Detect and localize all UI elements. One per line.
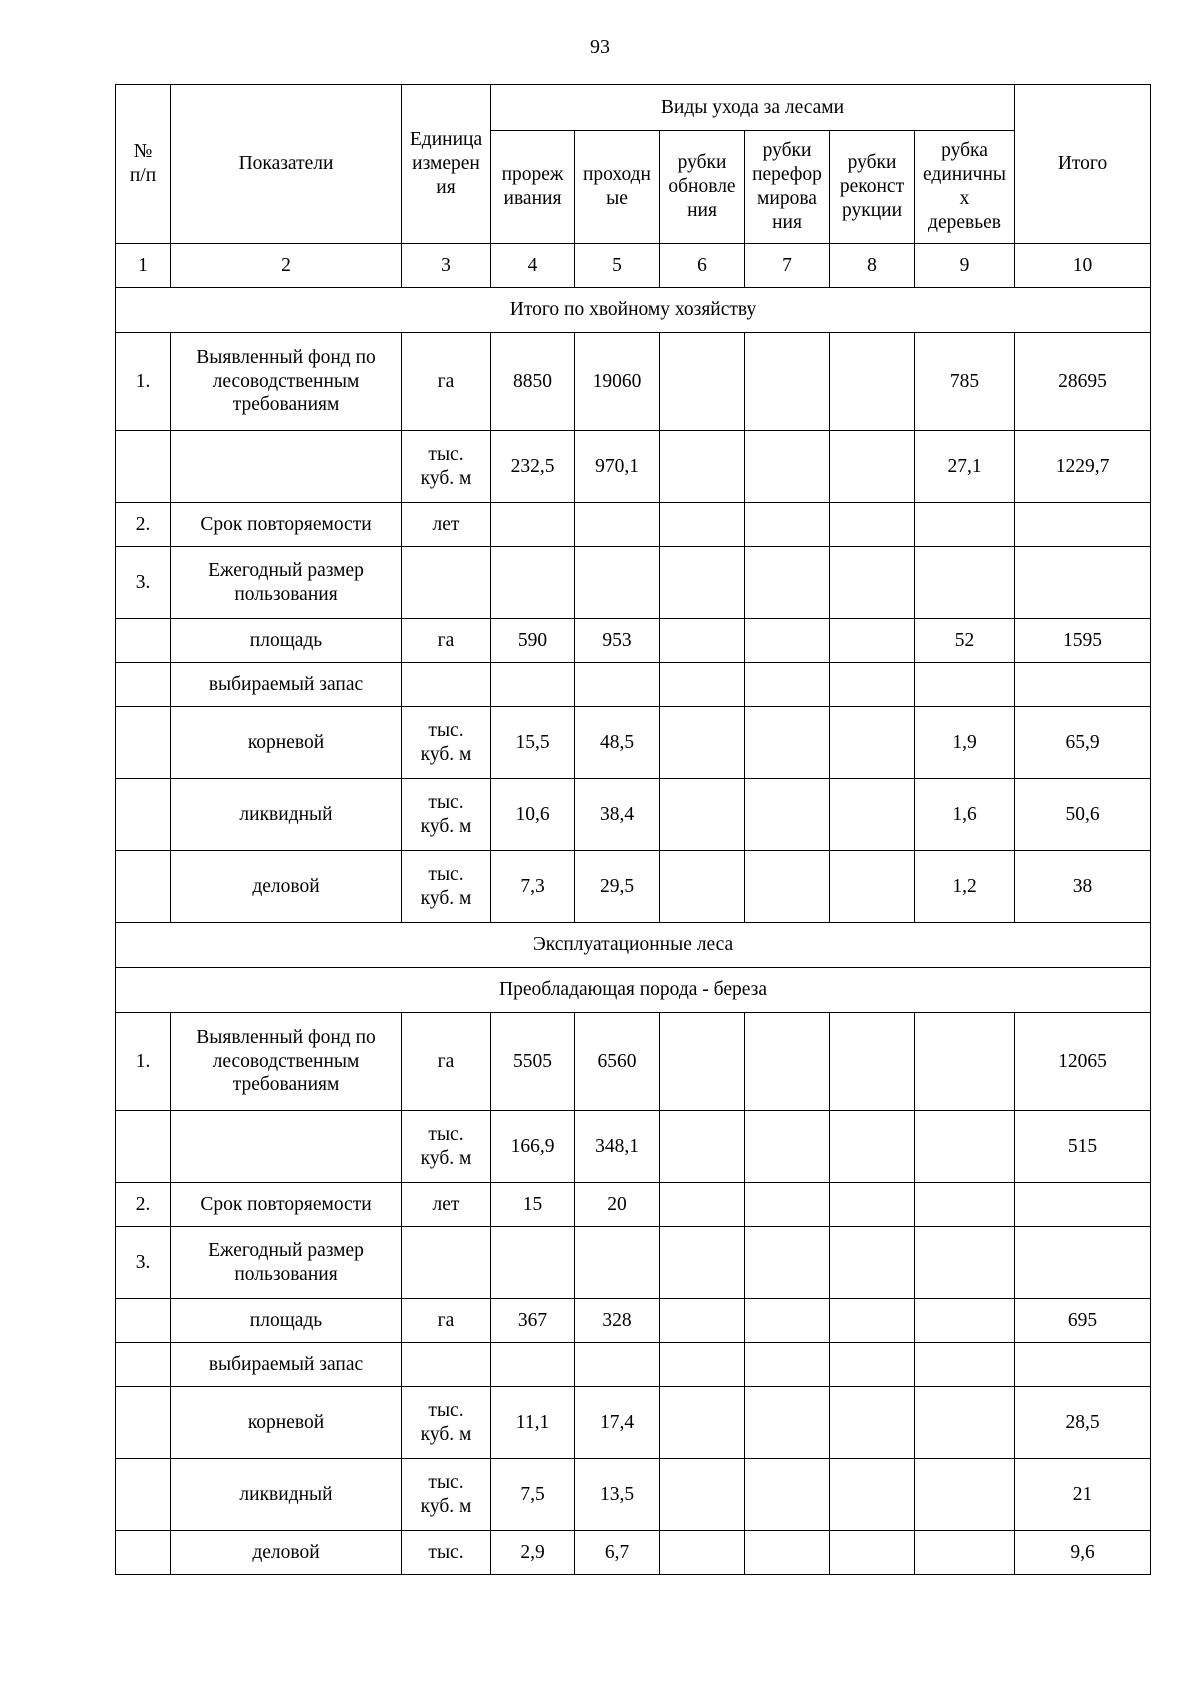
row-indicator: площадь bbox=[171, 619, 402, 663]
section-row bbox=[116, 923, 1151, 968]
row-value bbox=[575, 1227, 660, 1299]
row-value: 8850 bbox=[491, 333, 575, 431]
row-value bbox=[491, 663, 575, 707]
row-value bbox=[915, 1459, 1015, 1531]
row-value: 20 bbox=[575, 1183, 660, 1227]
row-value bbox=[660, 707, 745, 779]
row-value: 7,5 bbox=[491, 1459, 575, 1531]
table-row bbox=[116, 1531, 1151, 1575]
row-value bbox=[830, 1531, 915, 1575]
row-unit: тыс. куб. м bbox=[402, 1111, 491, 1183]
row-unit: тыс. куб. м bbox=[402, 1459, 491, 1531]
row-total bbox=[1015, 1227, 1151, 1299]
row-total: 1595 bbox=[1015, 619, 1151, 663]
row-total bbox=[1015, 547, 1151, 619]
row-indicator: ликвидный bbox=[171, 779, 402, 851]
row-value: 13,5 bbox=[575, 1459, 660, 1531]
row-number bbox=[116, 1111, 171, 1183]
row-value bbox=[660, 1111, 745, 1183]
row-value bbox=[915, 1299, 1015, 1343]
row-value: 232,5 bbox=[491, 431, 575, 503]
row-value bbox=[915, 1531, 1015, 1575]
row-unit: га bbox=[402, 1013, 491, 1111]
row-value: 166,9 bbox=[491, 1111, 575, 1183]
row-number bbox=[116, 1387, 171, 1459]
column-number: 2 bbox=[171, 244, 402, 288]
row-value bbox=[830, 503, 915, 547]
row-number: 3. bbox=[116, 1227, 171, 1299]
row-indicator: выбираемый запас bbox=[171, 1343, 402, 1387]
row-indicator: Срок повторяемости bbox=[171, 1183, 402, 1227]
table-row bbox=[116, 431, 1151, 503]
header-care-type: прореж ивания bbox=[491, 131, 575, 244]
row-value bbox=[491, 1227, 575, 1299]
row-unit: га bbox=[402, 333, 491, 431]
row-indicator: ликвидный bbox=[171, 1459, 402, 1531]
table-body bbox=[116, 288, 1151, 1575]
row-indicator: корневой bbox=[171, 1387, 402, 1459]
row-number bbox=[116, 1343, 171, 1387]
row-value bbox=[830, 663, 915, 707]
row-value bbox=[745, 1013, 830, 1111]
row-number bbox=[116, 1459, 171, 1531]
row-value bbox=[745, 1343, 830, 1387]
row-value bbox=[660, 1531, 745, 1575]
column-number: 8 bbox=[830, 244, 915, 288]
row-indicator: Выявленный фонд по лесоводственным требованиям bbox=[171, 1013, 402, 1111]
row-value bbox=[830, 431, 915, 503]
row-number bbox=[116, 663, 171, 707]
row-value bbox=[830, 547, 915, 619]
row-indicator: деловой bbox=[171, 1531, 402, 1575]
row-total bbox=[1015, 663, 1151, 707]
table-row bbox=[116, 851, 1151, 923]
row-number bbox=[116, 707, 171, 779]
row-total: 12065 bbox=[1015, 1013, 1151, 1111]
row-unit bbox=[402, 547, 491, 619]
table-row bbox=[116, 333, 1151, 431]
header-care-type: рубки перефор мирова ния bbox=[745, 131, 830, 244]
row-indicator bbox=[171, 431, 402, 503]
row-value: 1,2 bbox=[915, 851, 1015, 923]
row-value bbox=[660, 333, 745, 431]
row-value bbox=[830, 1387, 915, 1459]
row-value bbox=[575, 663, 660, 707]
row-value bbox=[660, 503, 745, 547]
row-total: 9,6 bbox=[1015, 1531, 1151, 1575]
row-value bbox=[830, 1013, 915, 1111]
row-value bbox=[660, 1387, 745, 1459]
row-value: 785 bbox=[915, 333, 1015, 431]
column-number: 6 bbox=[660, 244, 745, 288]
row-total: 695 bbox=[1015, 1299, 1151, 1343]
row-value bbox=[745, 663, 830, 707]
row-value bbox=[745, 1531, 830, 1575]
row-value bbox=[745, 547, 830, 619]
row-value bbox=[660, 1227, 745, 1299]
row-value bbox=[745, 1299, 830, 1343]
row-value bbox=[915, 503, 1015, 547]
row-value: 1,9 bbox=[915, 707, 1015, 779]
row-value: 953 bbox=[575, 619, 660, 663]
header-care-type: рубки реконст рукции bbox=[830, 131, 915, 244]
row-value bbox=[491, 547, 575, 619]
row-value bbox=[575, 547, 660, 619]
row-value bbox=[745, 503, 830, 547]
row-total: 21 bbox=[1015, 1459, 1151, 1531]
row-value: 10,6 bbox=[491, 779, 575, 851]
row-value: 7,3 bbox=[491, 851, 575, 923]
section-title: Преобладающая порода - береза bbox=[116, 968, 1151, 1013]
row-total: 1229,7 bbox=[1015, 431, 1151, 503]
row-value bbox=[745, 1387, 830, 1459]
table-row bbox=[116, 547, 1151, 619]
row-unit: тыс. куб. м bbox=[402, 779, 491, 851]
row-value bbox=[915, 1343, 1015, 1387]
row-unit: тыс. куб. м bbox=[402, 851, 491, 923]
row-number bbox=[116, 851, 171, 923]
table-row bbox=[116, 1227, 1151, 1299]
row-value bbox=[830, 1459, 915, 1531]
row-unit: тыс. куб. м bbox=[402, 431, 491, 503]
row-value bbox=[915, 1111, 1015, 1183]
row-value: 348,1 bbox=[575, 1111, 660, 1183]
row-indicator: выбираемый запас bbox=[171, 663, 402, 707]
row-number bbox=[116, 1531, 171, 1575]
header-care-type: проходн ые bbox=[575, 131, 660, 244]
row-value bbox=[830, 1111, 915, 1183]
row-number bbox=[116, 1299, 171, 1343]
row-number bbox=[116, 779, 171, 851]
row-value bbox=[660, 779, 745, 851]
table-row bbox=[116, 1013, 1151, 1111]
column-number: 3 bbox=[402, 244, 491, 288]
row-total bbox=[1015, 503, 1151, 547]
row-value: 11,1 bbox=[491, 1387, 575, 1459]
column-number: 5 bbox=[575, 244, 660, 288]
row-value bbox=[830, 707, 915, 779]
column-number: 1 bbox=[116, 244, 171, 288]
header-indicator: Показатели bbox=[171, 85, 402, 244]
row-value: 38,4 bbox=[575, 779, 660, 851]
row-total bbox=[1015, 1343, 1151, 1387]
table-row bbox=[116, 1459, 1151, 1531]
row-value bbox=[660, 663, 745, 707]
row-value bbox=[660, 1299, 745, 1343]
row-value bbox=[915, 663, 1015, 707]
table-row bbox=[116, 1183, 1151, 1227]
row-value: 5505 bbox=[491, 1013, 575, 1111]
column-number: 4 bbox=[491, 244, 575, 288]
row-value bbox=[660, 547, 745, 619]
row-total: 515 bbox=[1015, 1111, 1151, 1183]
row-value bbox=[660, 1459, 745, 1531]
row-value bbox=[830, 1299, 915, 1343]
row-total: 28695 bbox=[1015, 333, 1151, 431]
row-value: 15 bbox=[491, 1183, 575, 1227]
row-indicator: Ежегодный размер пользования bbox=[171, 1227, 402, 1299]
row-number: 2. bbox=[116, 1183, 171, 1227]
row-value bbox=[575, 503, 660, 547]
row-value: 27,1 bbox=[915, 431, 1015, 503]
row-value: 328 bbox=[575, 1299, 660, 1343]
row-unit: га bbox=[402, 1299, 491, 1343]
row-value: 29,5 bbox=[575, 851, 660, 923]
row-number: 2. bbox=[116, 503, 171, 547]
row-value bbox=[491, 1343, 575, 1387]
row-total: 65,9 bbox=[1015, 707, 1151, 779]
row-value bbox=[660, 1013, 745, 1111]
row-value bbox=[745, 431, 830, 503]
row-value bbox=[745, 851, 830, 923]
row-value bbox=[830, 851, 915, 923]
row-value bbox=[745, 779, 830, 851]
row-indicator bbox=[171, 1111, 402, 1183]
row-value bbox=[915, 1227, 1015, 1299]
row-number: 1. bbox=[116, 1013, 171, 1111]
row-value bbox=[660, 851, 745, 923]
header-unit: Единица измерен ия bbox=[402, 85, 491, 244]
row-value bbox=[745, 1459, 830, 1531]
table-row bbox=[116, 1299, 1151, 1343]
row-number bbox=[116, 431, 171, 503]
row-value bbox=[830, 779, 915, 851]
row-number: 1. bbox=[116, 333, 171, 431]
row-value bbox=[745, 333, 830, 431]
row-value: 2,9 bbox=[491, 1531, 575, 1575]
header-care-type: рубка единичны х деревьев bbox=[915, 131, 1015, 244]
row-total: 50,6 bbox=[1015, 779, 1151, 851]
column-number: 9 bbox=[915, 244, 1015, 288]
row-value bbox=[745, 1183, 830, 1227]
row-value bbox=[830, 333, 915, 431]
row-value: 6560 bbox=[575, 1013, 660, 1111]
row-number bbox=[116, 619, 171, 663]
row-value: 15,5 bbox=[491, 707, 575, 779]
section-title: Итого по хвойному хозяйству bbox=[116, 288, 1151, 333]
row-value bbox=[915, 1183, 1015, 1227]
row-value bbox=[575, 1343, 660, 1387]
table-row bbox=[116, 779, 1151, 851]
table-row bbox=[116, 503, 1151, 547]
row-value bbox=[745, 619, 830, 663]
row-indicator: площадь bbox=[171, 1299, 402, 1343]
row-unit bbox=[402, 1227, 491, 1299]
row-unit: лет bbox=[402, 1183, 491, 1227]
table-row bbox=[116, 619, 1151, 663]
row-value bbox=[830, 1183, 915, 1227]
row-value bbox=[745, 1111, 830, 1183]
row-value bbox=[660, 1183, 745, 1227]
row-value bbox=[745, 1227, 830, 1299]
row-indicator: корневой bbox=[171, 707, 402, 779]
row-value: 19060 bbox=[575, 333, 660, 431]
table-row bbox=[116, 1111, 1151, 1183]
row-unit: лет bbox=[402, 503, 491, 547]
row-indicator: Ежегодный размер пользования bbox=[171, 547, 402, 619]
section-row bbox=[116, 968, 1151, 1013]
row-value: 52 bbox=[915, 619, 1015, 663]
page-number: 93 bbox=[590, 36, 610, 58]
row-value: 6,7 bbox=[575, 1531, 660, 1575]
row-value bbox=[745, 707, 830, 779]
header-care-types-group: Виды ухода за лесами bbox=[491, 85, 1015, 131]
table-row bbox=[116, 1343, 1151, 1387]
row-total: 38 bbox=[1015, 851, 1151, 923]
table-header bbox=[116, 85, 1151, 288]
row-indicator: деловой bbox=[171, 851, 402, 923]
row-value bbox=[491, 503, 575, 547]
header-total: Итого bbox=[1015, 85, 1151, 244]
row-value: 48,5 bbox=[575, 707, 660, 779]
column-number: 7 bbox=[745, 244, 830, 288]
row-unit: тыс. bbox=[402, 1531, 491, 1575]
row-unit: га bbox=[402, 619, 491, 663]
column-number: 10 bbox=[1015, 244, 1151, 288]
header-num: № п/п bbox=[116, 85, 171, 244]
table-row bbox=[116, 707, 1151, 779]
forest-care-table bbox=[115, 84, 1151, 1575]
header-care-type: рубки обновле ния bbox=[660, 131, 745, 244]
section-title: Эксплуатационные леса bbox=[116, 923, 1151, 968]
row-value: 17,4 bbox=[575, 1387, 660, 1459]
table-row bbox=[116, 663, 1151, 707]
row-total bbox=[1015, 1183, 1151, 1227]
row-indicator: Срок повторяемости bbox=[171, 503, 402, 547]
row-unit: тыс. куб. м bbox=[402, 1387, 491, 1459]
row-value bbox=[915, 547, 1015, 619]
row-value bbox=[830, 1343, 915, 1387]
row-number: 3. bbox=[116, 547, 171, 619]
row-value: 1,6 bbox=[915, 779, 1015, 851]
row-unit bbox=[402, 1343, 491, 1387]
row-value bbox=[660, 1343, 745, 1387]
row-value bbox=[660, 431, 745, 503]
table-row bbox=[116, 1387, 1151, 1459]
row-value bbox=[830, 619, 915, 663]
row-total: 28,5 bbox=[1015, 1387, 1151, 1459]
row-unit bbox=[402, 663, 491, 707]
row-value: 590 bbox=[491, 619, 575, 663]
row-value bbox=[915, 1387, 1015, 1459]
row-value: 367 bbox=[491, 1299, 575, 1343]
row-value: 970,1 bbox=[575, 431, 660, 503]
row-indicator: Выявленный фонд по лесоводственным требованиям bbox=[171, 333, 402, 431]
row-value bbox=[830, 1227, 915, 1299]
section-row bbox=[116, 288, 1151, 333]
row-unit: тыс. куб. м bbox=[402, 707, 491, 779]
row-value bbox=[660, 619, 745, 663]
row-value bbox=[915, 1013, 1015, 1111]
